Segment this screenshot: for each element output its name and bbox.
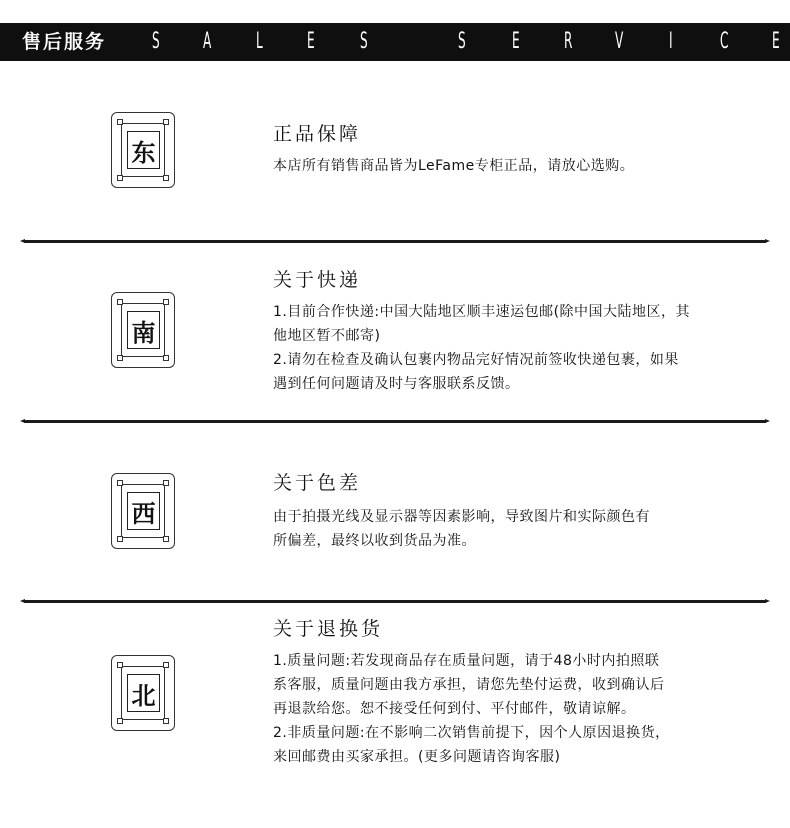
subtitle-letter: L [256, 29, 263, 54]
subtitle-letter: V [615, 29, 624, 54]
body-line: 由于拍摄光线及显示器等因素影响，导致图片和实际颜色有 [273, 509, 650, 525]
subtitle-letter: I [669, 29, 673, 54]
section-divider [24, 240, 766, 243]
section-title-returns: 关于退换货 [273, 618, 384, 640]
body-line: 2.非质量问题:在不影响二次销售前提下，因个人原因退换货， [273, 725, 670, 741]
header-subtitle [152, 26, 790, 58]
subtitle-letter: E [512, 29, 520, 54]
badge-char: 南 [127, 311, 160, 349]
subtitle-letter: S [360, 29, 368, 54]
body-line: 所偏差，最终以收到货品为准。 [273, 533, 476, 549]
body-line: 1.质量问题:若发现商品存在质量问题，请于48小时内拍照联 [273, 653, 660, 669]
badge-char: 北 [127, 674, 160, 712]
badge-char: 西 [127, 492, 160, 530]
body-line: 遇到任何问题请及时与客服联系反馈。 [273, 376, 520, 392]
body-line: 系客服，质量问题由我方承担，请您先垫付运费，收到确认后 [273, 677, 665, 693]
body-line: 再退款给您。恕不接受任何到付、平付邮件，敬请谅解。 [273, 701, 636, 717]
header-bar [0, 23, 790, 61]
subtitle-letter: A [203, 29, 212, 54]
badge-west-icon [111, 473, 175, 549]
section-title-shipping: 关于快递 [273, 269, 362, 291]
section-divider [24, 600, 766, 603]
body-line: 本店所有销售商品皆为LeFame专柜正品，请放心选购。 [273, 158, 635, 174]
badge-south-icon [111, 292, 175, 368]
body-line: 来回邮费由买家承担。(更多问题请咨询客服) [273, 749, 561, 765]
subtitle-letter: E [772, 29, 780, 54]
body-line: 2.请勿在检查及确认包裹内物品完好情况前签收快递包裹，如果 [273, 352, 679, 368]
body-line: 1.目前合作快递:中国大陆地区顺丰速运包邮(除中国大陆地区，其 [273, 304, 691, 320]
badge-char: 东 [127, 131, 160, 169]
section-body-color [273, 505, 743, 553]
subtitle-letter: R [564, 29, 573, 54]
subtitle-letter: C [720, 29, 729, 54]
body-line: 他地区暂不邮寄) [273, 328, 381, 344]
subtitle-letter: E [307, 29, 315, 54]
section-body-authentic [273, 154, 743, 178]
badge-north-icon [111, 655, 175, 731]
section-title-color: 关于色差 [273, 472, 362, 494]
subtitle-letter: S [152, 29, 160, 54]
subtitle-letter: S [458, 29, 466, 54]
section-body-returns [273, 649, 743, 769]
header-title: 售后服务 [22, 31, 107, 53]
section-divider [24, 420, 766, 423]
section-body-shipping [273, 300, 743, 396]
section-title-authentic: 正品保障 [273, 123, 362, 145]
badge-east-icon [111, 112, 175, 188]
